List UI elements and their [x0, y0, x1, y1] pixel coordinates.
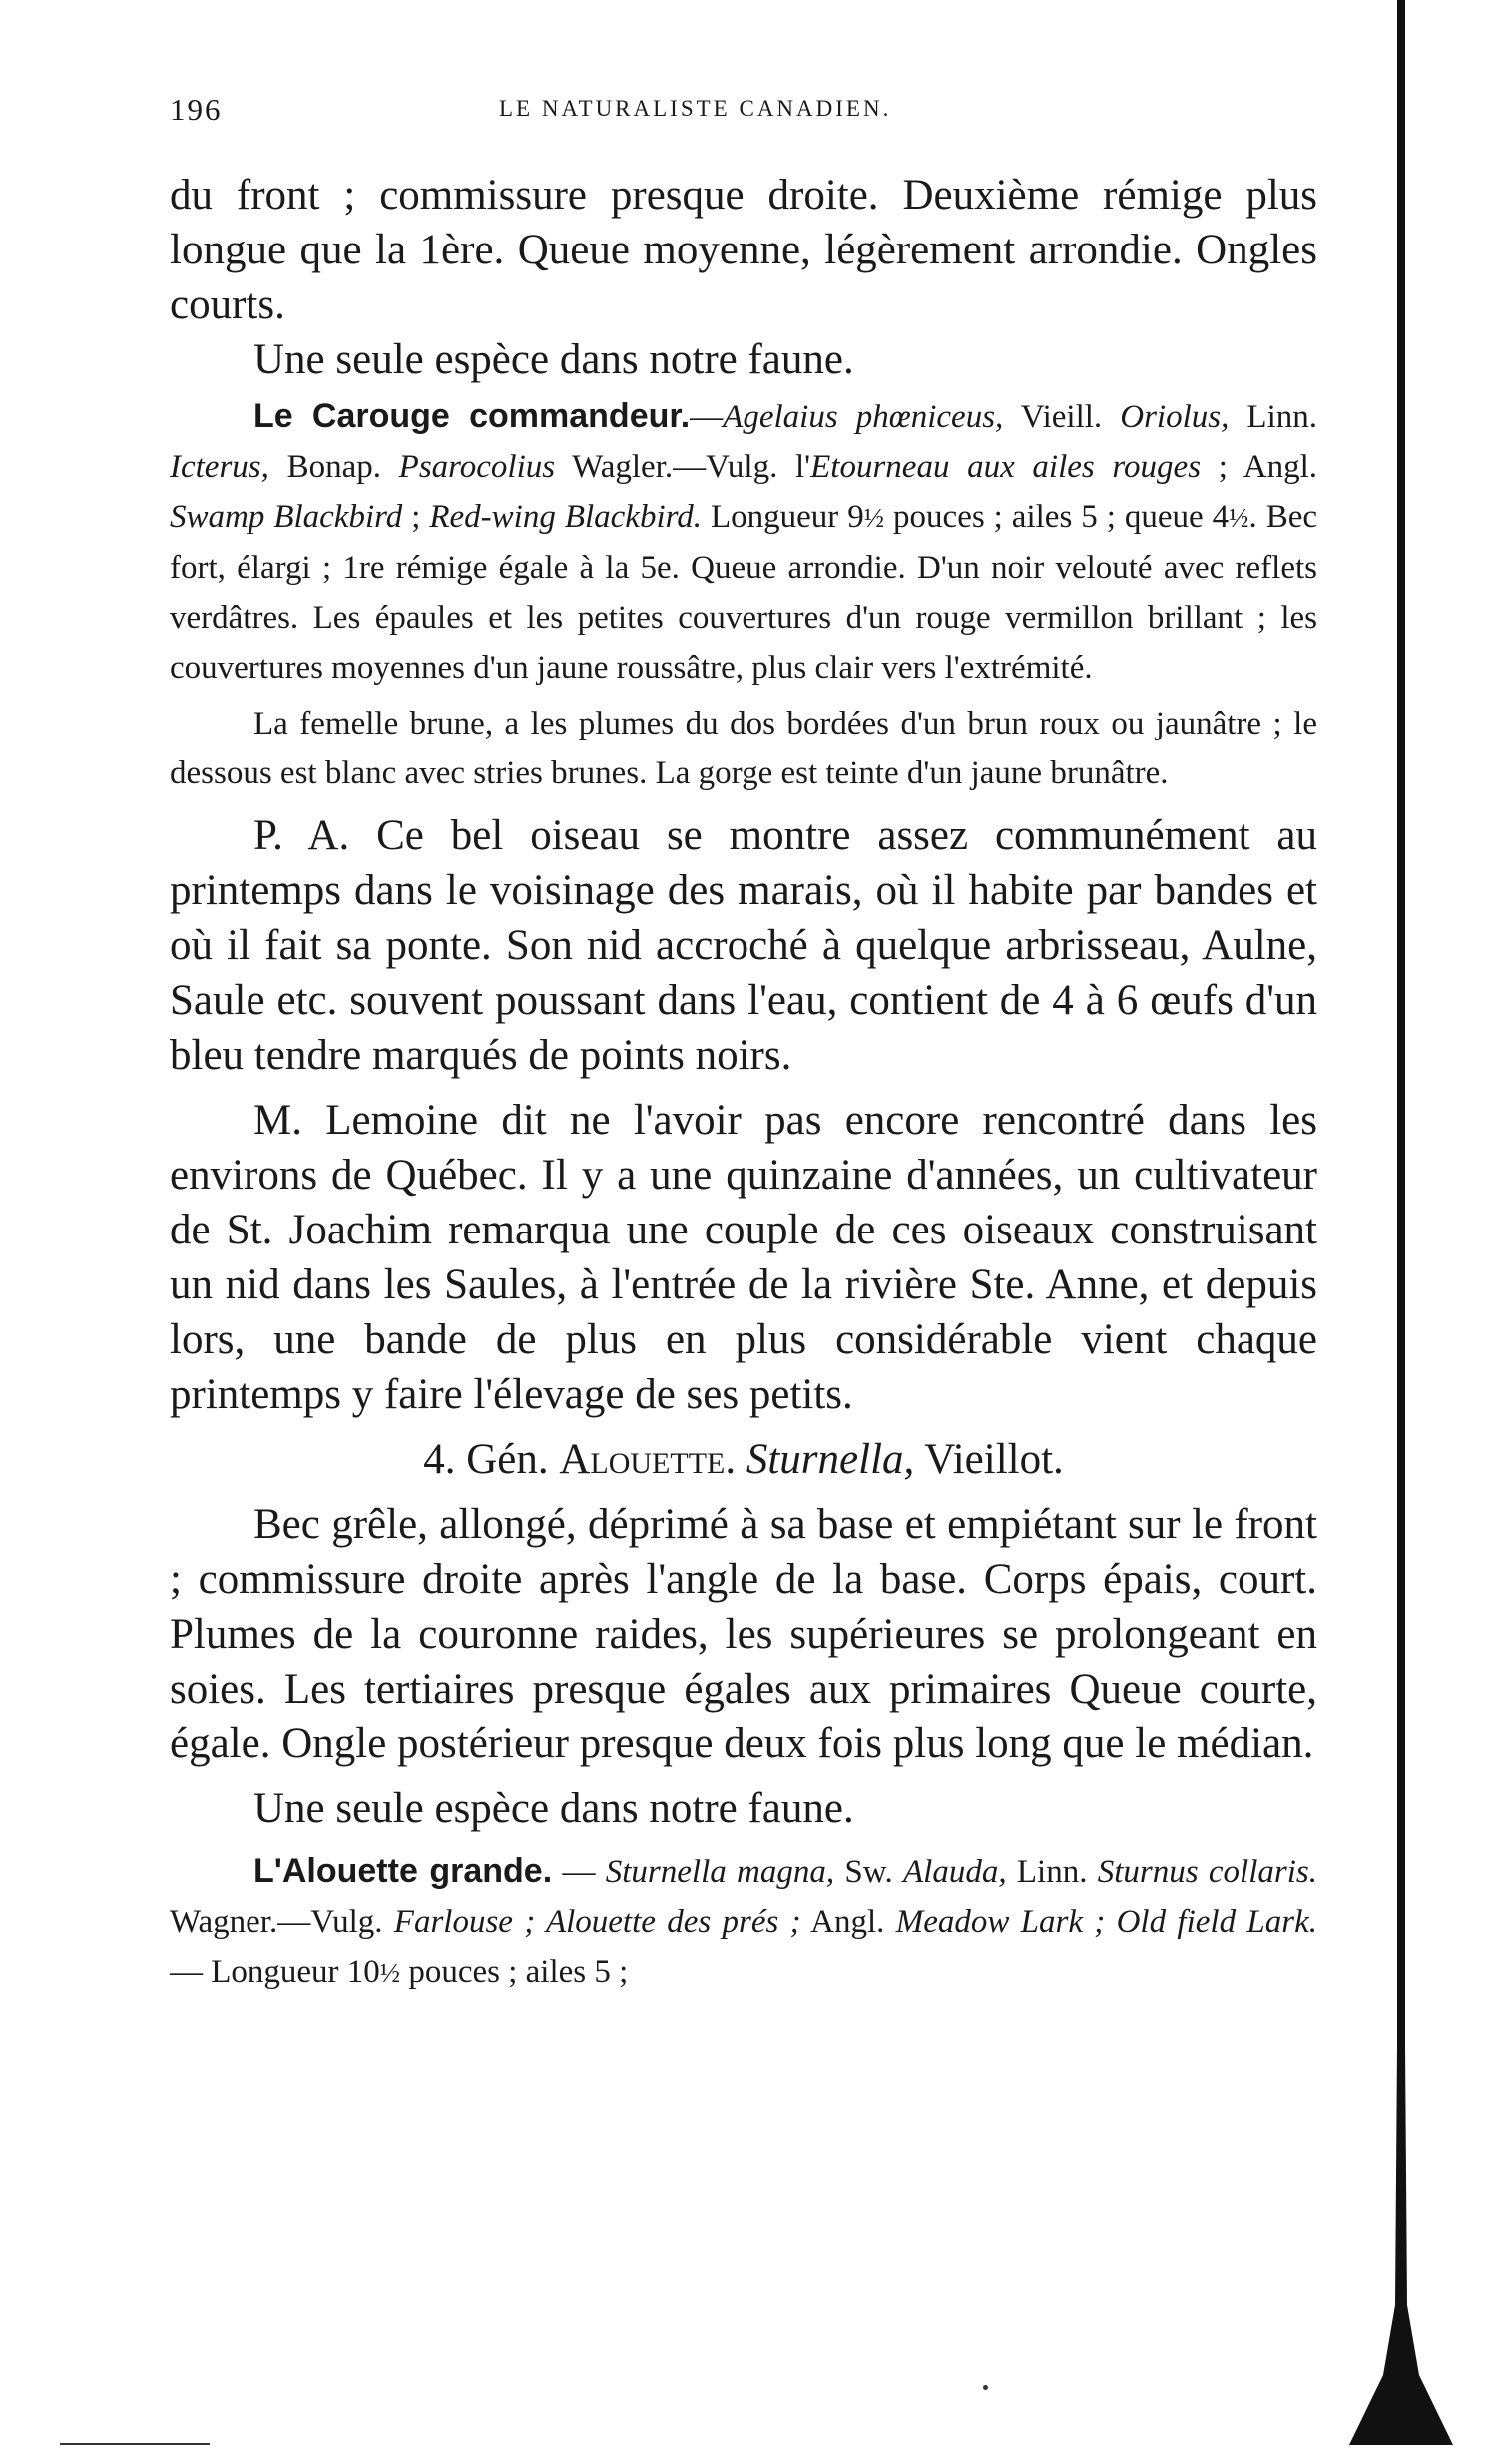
paragraph-single-species: Une seule espèce dans notre faune.: [253, 336, 854, 383]
species-name: Le Carouge commandeur.: [253, 397, 691, 435]
paragraph-female: La femelle brune, a les plumes du dos bordées d'un brun roux ou jaunâtre ; le dessous est blanc avec stries brunes. La gorge est teinte d'un jaune brunâtre.: [170, 706, 1317, 791]
species-name: L'Alouette grande.: [253, 1852, 553, 1890]
stray-mark: [983, 2385, 988, 2390]
page-header: [170, 92, 1317, 132]
vernacular-name: Etourneau aux ailes rouges: [810, 449, 1202, 485]
vernacular-name: Farlouse ; Alouette des prés ;: [393, 1904, 801, 1940]
paragraph-continuation: du front ; commissure presque droite. Deuxième rémige plus longue que la 1ère. Queue moyenne, légèrement arrondie. Ongles courts.: [170, 172, 1317, 328]
paragraph-pa: P. A. Ce bel oiseau se montre assez communément au printemps dans le voisinage des marais, où il habite par bandes et où il fait sa ponte. Son nid accroché à quelque arbrisseau, Aulne, Saule etc. souvent poussant dans l'eau, contient de 4 à 6 œufs d'un bleu tendre marqués de points noirs.: [170, 812, 1317, 1079]
paragraph-lemoine: M. Lemoine dit ne l'avoir pas encore rencontré dans les environs de Québec. Il y a une quinzaine d'années, un cultivateur de St. Joachim remarqua une couple de ces oiseaux construisant un nid dans les Saules, à l'entrée de la rivière Ste. Anne, et depuis lors, une bande de plus en plus considérable vient chaque printemps y faire l'élevage de ses petits.: [170, 1097, 1317, 1418]
binding-edge-spike: [1349, 2046, 1453, 2445]
scientific-name: Sturnella magna,: [605, 1854, 835, 1890]
english-name: Swamp Blackbird: [170, 499, 403, 535]
genus-heading: 4. Gén. Alouette. Sturnella, Vieillot.: [423, 1436, 1064, 1483]
binding-edge-rule: [1397, 0, 1405, 2285]
running-title: LE NATURALISTE CANADIEN.: [499, 96, 892, 121]
scientific-name: Agelaius phœniceus,: [723, 399, 1004, 435]
paragraph-single-species-2: Une seule espèce dans notre faune.: [253, 1785, 854, 1832]
footer-rule: [60, 2443, 210, 2445]
species-entry-carouge: Le Carouge commandeur.—Agelaius phœniceus, Vieill. Oriolus, Linn. Icterus, Bonap. Psarocolius Wagler.—Vulg. l'Etourneau aux ailes rouges ; Angl. Swamp Blackbird ; Red-wing Blackbird. Longueur 9½ pouces ; ailes 5 ; queue 4½. Bec fort, élargi ; 1re rémige égale à la 5e. Queue arrondie. D'un noir velouté avec reflets verdâtres. Les épaules et les petites couvertures d'un rouge vermillon brillant ; les couvertures moyennes d'un jaune roussâtre, plus clair vers l'extrémité.: [170, 397, 1318, 686]
species-entry-alouette: L'Alouette grande. — Sturnella magna, Sw. Alauda, Linn. Sturnus collaris. Wagner.—Vulg. Farlouse ; Alouette des prés ; Angl. Meadow Lark ; Old field Lark. — Longueur 10½ pouces ; ailes 5 ;: [170, 1852, 1318, 1990]
english-name: Meadow Lark ; Old field Lark.: [895, 1904, 1317, 1940]
page-body: [170, 168, 1317, 1998]
page-number: 196: [170, 92, 223, 127]
paragraph-genus-description: Bec grêle, allongé, déprimé à sa base et empiétant sur le front ; commissure droite après l'angle de la base. Corps épais, court. Plumes de la couronne raides, les supérieures se prolongeant en soies. Les tertiaires presque égales aux primaires Queue courte, égale. Ongle postérieur presque deux fois plus long que le médian.: [170, 1501, 1317, 1767]
genus-name: Alouette.: [559, 1436, 737, 1483]
